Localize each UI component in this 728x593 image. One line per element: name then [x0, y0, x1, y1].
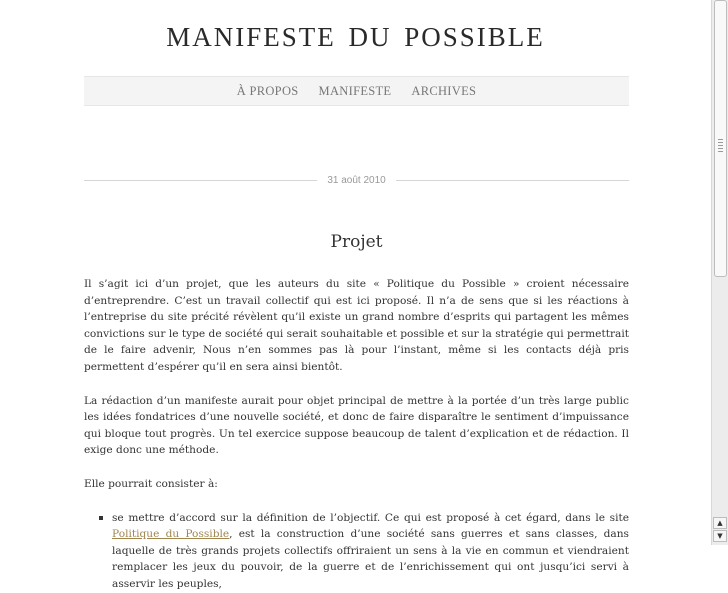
divider-left	[84, 180, 317, 181]
post-date: 31 août 2010	[327, 174, 386, 186]
nav-item-archives[interactable]: ARCHIVES	[411, 83, 477, 98]
down-arrow-icon[interactable]: ▼	[713, 530, 727, 542]
post-title: Projet	[330, 232, 383, 252]
paragraph: La rédaction d’un manifeste aurait pour objet principal de mettre à la portée d’un très large public les idées fondatrices d’une nouvelle société, et donc de faire disparaître le sentiment d’impuissance qui bloque tout progrès. Un tel exercice suppose beaucoup de talent d’explication et de rédaction. Il exige donc une méthode.	[84, 394, 629, 457]
nav-item-manifeste[interactable]: MANIFESTE	[318, 83, 392, 98]
list-item	[112, 510, 629, 593]
list-item-text: , est la construction d’une société sans guerres et sans classes, dans laquelle de très grands projets collectifs offriraient un sens à la vie en commun et viendraient remplacer les jeux du pouvoir, de la guerre et de l’enrichissement qui ont jusqu’ici servi à asservir les peuples,	[112, 528, 629, 590]
divider-right	[396, 180, 629, 181]
vertical-scrollbar[interactable]	[711, 0, 728, 545]
list-item-text: se mettre d’accord sur la définition de l’objectif. Ce qui est proposé à cet égard, dans le site	[112, 511, 629, 524]
post-date-row	[84, 173, 629, 187]
grip-line	[718, 148, 723, 149]
nav-item-a-propos[interactable]: À PROPOS	[236, 83, 299, 98]
post-content	[84, 276, 629, 593]
objective-list	[84, 510, 629, 593]
main-nav	[84, 76, 629, 106]
up-arrow-icon[interactable]: ▲	[713, 517, 727, 529]
grip-line	[718, 139, 723, 140]
politique-du-possible-link[interactable]: Politique du Possible	[112, 528, 230, 541]
site-title[interactable]: MANIFESTE DU POSSIBLE	[166, 22, 545, 52]
grip-line	[718, 151, 723, 152]
grip-line	[718, 145, 723, 146]
grip-line	[718, 142, 723, 143]
paragraph: Il s’agit ici d’un projet, que les auteurs du site « Politique du Possible » croient nécessaire d’entreprendre. C’est un travail collectif qui est ici proposé. Il n’a de sens que si les réactions à l’entreprise du site précité révèlent qu’il existe un grand nombre d’esprits qui partagent les mêmes convictions sur le type de société qui serait souhaitable et possible et sur la stratégie qui permettrait de le faire advenir, Nous n’en sommes pas là pour l’instant, même si les contacts déjà pris permettent d’espérer qu’il en sera ainsi bientôt.	[84, 278, 629, 373]
paragraph: Elle pourrait consister à:	[84, 477, 218, 490]
scrollbar-thumb[interactable]	[714, 0, 727, 277]
